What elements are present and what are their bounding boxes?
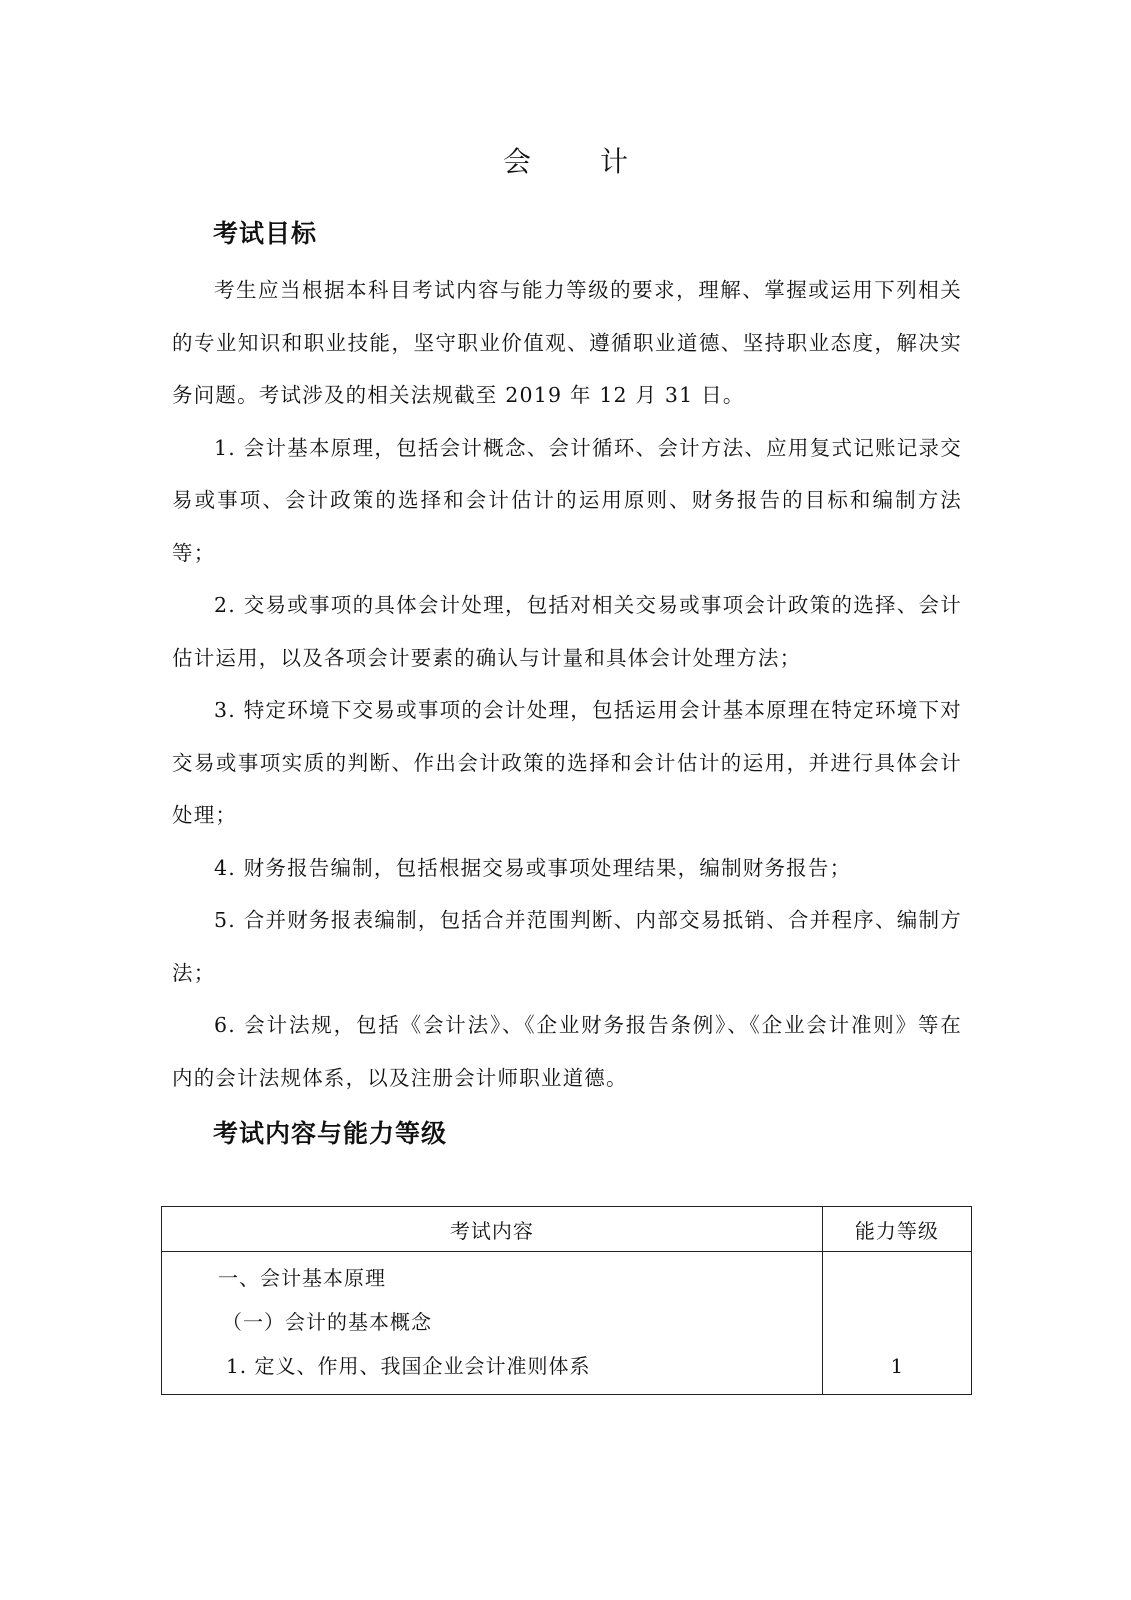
paragraph-item-6: 6. 会计法规，包括《会计法》、《企业财务报告条例》、《企业会计准则》等在内的会计法规体系，以及注册会计师职业道德。 (172, 1013, 962, 1090)
section-heading-content-and-levels: 考试内容与能力等级 (213, 1119, 448, 1148)
content-cell (162, 1252, 823, 1395)
table-row (162, 1252, 972, 1395)
table-row-content: 1. 定义、作用、我国企业会计准则体系 (226, 1354, 591, 1378)
exam-content-table (161, 1206, 972, 1395)
table-row-level (823, 1256, 971, 1300)
column-header-level: 能力等级 (822, 1207, 971, 1252)
paragraph-item-1: 1. 会计基本原理，包括会计概念、会计循环、会计方法、应用复式记账记录交易或事项、会计政策的选择和会计估计的运用原则、财务报告的目标和编制方法等； (172, 435, 962, 565)
table-header-row (162, 1207, 972, 1252)
table-row-level (823, 1300, 971, 1344)
section-heading-exam-objectives: 考试目标 (213, 219, 318, 248)
paragraph-item-3: 3. 特定环境下交易或事项的会计处理，包括运用会计基本原理在特定环境下对交易或事项实质的判断、作出会计政策的选择和会计估计的运用，并进行具体会计处理； (172, 698, 962, 827)
paragraph-intro: 考生应当根据本科目考试内容与能力等级的要求，理解、掌握或运用下列相关的专业知识和职业技能，坚守职业价值观、遵循职业道德、坚持职业态度，解决实务问题。考试涉及的相关法规截至 2019 年 12 月 31 日。 (172, 278, 962, 407)
paragraph-item-2: 2. 交易或事项的具体会计处理，包括对相关交易或事项会计政策的选择、会计估计运用，以及各项会计要素的确认与计量和具体会计处理方法； (172, 593, 962, 670)
exam-objectives-body (172, 264, 962, 1104)
column-header-content: 考试内容 (162, 1207, 823, 1252)
paragraph-item-4: 4. 财务报告编制，包括根据交易或事项处理结果，编制财务报告； (214, 855, 852, 880)
table-row-level: 1 (890, 1354, 904, 1378)
table-row-content: 一、会计基本原理 (218, 1266, 386, 1290)
table-row-content: （一）会计的基本概念 (222, 1310, 432, 1334)
paragraph-item-5: 5. 合并财务报表编制，包括合并范围判断、内部交易抵销、合并程序、编制方法； (172, 908, 962, 985)
document-title: 会 计 (503, 145, 658, 178)
level-cell (822, 1252, 971, 1395)
